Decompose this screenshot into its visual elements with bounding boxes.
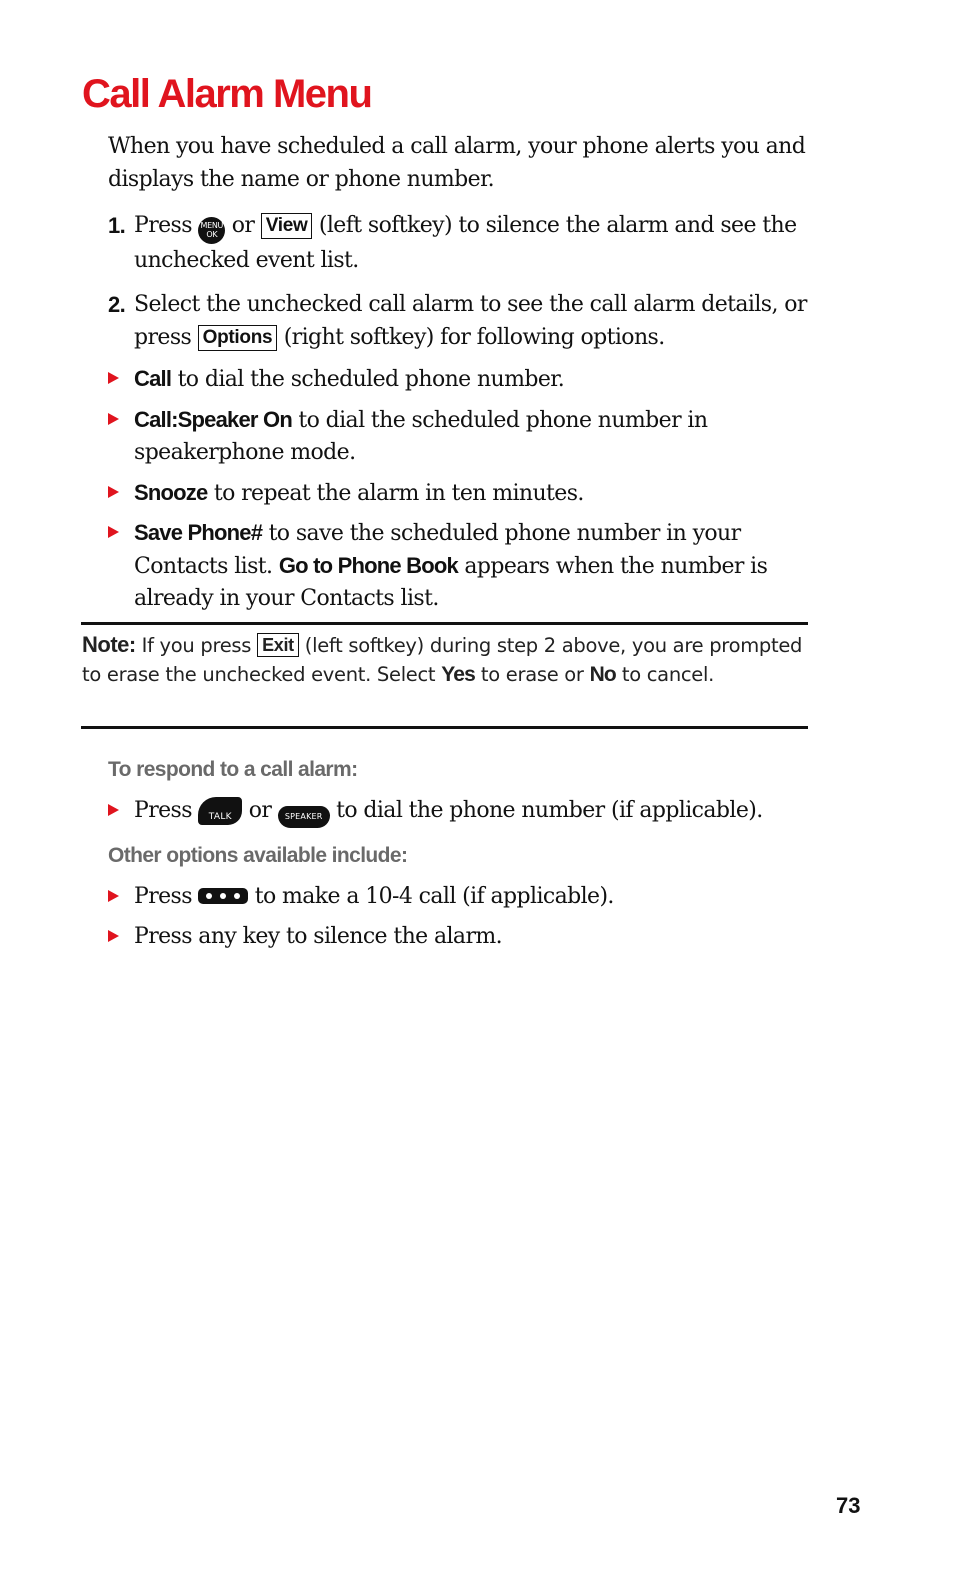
note-bottom-rule	[81, 726, 808, 729]
bullet-arrow-icon	[108, 372, 119, 384]
exit-softkey: Exit	[257, 633, 299, 657]
bullet-arrow-icon	[108, 486, 119, 498]
option-text: to repeat the alarm in ten minutes.	[213, 481, 584, 506]
step-body	[134, 209, 823, 277]
option-text: appears when the number is already in your Contacts list.	[134, 554, 768, 611]
option-snooze	[108, 477, 808, 510]
step-text: Press	[134, 213, 192, 238]
talk-key-icon: TALK	[198, 797, 242, 825]
view-softkey: View	[261, 213, 313, 239]
step-number: 1.	[108, 213, 126, 238]
note-label: Note:	[82, 632, 136, 657]
step-text: or	[231, 213, 255, 238]
bullet-arrow-icon	[108, 413, 119, 425]
option-term: Call:Speaker On	[134, 407, 292, 432]
bullet-arrow-icon	[108, 804, 119, 816]
step-1	[108, 209, 823, 277]
respond-item	[108, 795, 808, 828]
note-text: (left softkey) during step 2 above, you are prompted to erase the unchecked event. Select	[82, 634, 803, 686]
other-option-any-key	[108, 921, 808, 953]
other-option-ten-four	[108, 881, 808, 913]
step-text: (right softkey) for following options.	[283, 325, 665, 350]
intro-paragraph: When you have scheduled a call alarm, your phone alerts you and displays the name or phone number.	[108, 134, 806, 192]
respond-text: or	[248, 798, 272, 823]
note-top-rule	[81, 622, 808, 625]
note-text: to erase or	[480, 663, 584, 686]
options-softkey: Options	[198, 325, 278, 351]
respond-text: Press	[134, 798, 192, 823]
option-term: Save Phone#	[134, 520, 263, 545]
menu-ok-key-icon: MENU OK	[198, 217, 225, 244]
step-text: Select the unchecked call alarm to see the call alarm details, or press	[134, 292, 807, 350]
note-no: No	[589, 663, 616, 686]
note-yes: Yes	[441, 663, 475, 686]
step-number: 2.	[108, 292, 126, 317]
option-call-speaker-on	[108, 404, 808, 469]
bullet-arrow-icon	[108, 930, 119, 942]
bullet-arrow-icon	[108, 890, 119, 902]
option-text: to dial the scheduled phone number in speakerphone mode.	[134, 408, 708, 465]
speaker-key-icon: SPEAKER	[278, 806, 330, 828]
other-option-text: to make a 10-4 call (if applicable).	[254, 884, 614, 909]
respond-text: to dial the phone number (if applicable).	[336, 798, 763, 823]
note-text: If you press	[141, 634, 252, 657]
option-term: Go to Phone Book	[278, 553, 458, 578]
other-option-text: Press any key to silence the alarm.	[134, 924, 503, 949]
page-title: Call Alarm Menu	[82, 72, 372, 116]
step-body	[134, 288, 823, 354]
bullet-arrow-icon	[108, 526, 119, 538]
option-save-phone	[108, 517, 808, 615]
option-call	[108, 363, 808, 396]
option-text: to save the scheduled phone number in your Contacts list.	[134, 521, 741, 579]
note-text: to cancel.	[621, 663, 715, 686]
option-term: Snooze	[134, 480, 208, 505]
option-text: to dial the scheduled phone number.	[177, 367, 565, 392]
step-2	[108, 288, 823, 354]
ten-four-key-icon	[198, 888, 248, 904]
step-text: (left softkey) to silence the alarm and see the unchecked event list.	[134, 213, 797, 273]
other-option-text: Press	[134, 884, 192, 909]
respond-heading: To respond to a call alarm:	[108, 758, 358, 781]
note-box	[82, 630, 808, 689]
other-options-heading: Other options available include:	[108, 844, 408, 867]
page-number: 73	[836, 1493, 861, 1518]
option-term: Call	[134, 366, 172, 391]
